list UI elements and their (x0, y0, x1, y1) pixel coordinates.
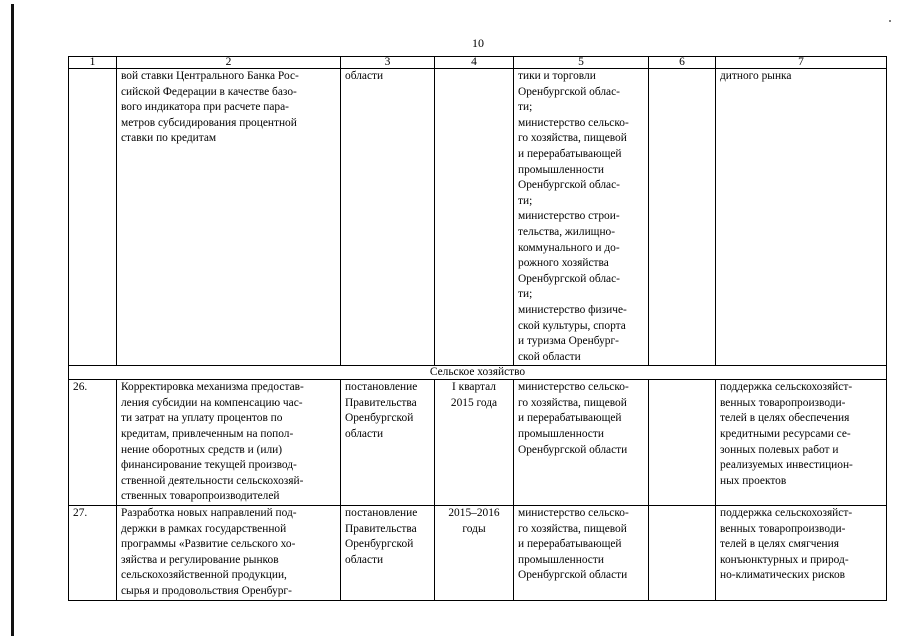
cell-text-line: Оренбургской облас- (518, 85, 620, 98)
cell-text-line: но-климатических рисков (720, 569, 846, 582)
cell-text-line: го хозяйства, пищевой (518, 132, 627, 145)
cell-text-line: постановление (345, 507, 418, 520)
document-type-cell (341, 506, 435, 601)
column-number: 2 (117, 57, 341, 69)
cell-text-line: зяйства и регулирование рынков (121, 553, 279, 566)
cell-text-line: зонных полевых работ и (720, 443, 839, 456)
row-number-cell: 27. (69, 506, 117, 601)
cell-text-line: вого индикатора при расчете пара- (121, 101, 289, 114)
cell-text-line: сырья и продовольствия Оренбург- (121, 585, 292, 597)
cell-text-line: промышленности (518, 163, 604, 176)
deadline-cell (435, 506, 514, 601)
scan-edge-bar (11, 4, 14, 636)
cell-text-line: вой ставки Центрального Банка Рос- (121, 70, 299, 82)
column-number: 4 (435, 57, 514, 69)
cell-text-line: телей в целях смягчения (720, 538, 839, 551)
cell-text-line: министерство физиче- (518, 303, 627, 316)
column-number: 3 (341, 57, 435, 69)
cell-text-line: финансирование текущей производ- (121, 459, 297, 472)
cell-text-line: области (345, 70, 384, 82)
responsible-cell (514, 506, 649, 601)
empty-cell (649, 69, 716, 366)
section-row (69, 366, 887, 380)
cell-text-line: го хозяйства, пищевой (518, 396, 627, 409)
column-number-row (69, 57, 887, 69)
cell-text-line: кредитными ресурсами се- (720, 428, 851, 441)
cell-text-line: дитного рынка (720, 70, 792, 82)
cell-text-line: ственных товаропроизводителей (121, 490, 280, 503)
cell-text-line: области (345, 428, 384, 441)
cell-text-line: поддержка сельскохозяйст- (720, 507, 853, 520)
cell-text-line: го хозяйства, пищевой (518, 522, 627, 535)
cell-text-line: ти; (518, 101, 533, 114)
cell-text-line: I квартал (452, 381, 496, 394)
cell-text-line: венных товаропроизводи- (720, 522, 846, 535)
cell-text-line: и перерабатывающей (518, 538, 622, 551)
cell-text-line: ти; (518, 194, 533, 207)
measure-cell (117, 506, 341, 601)
cell-text-line: промышленности (518, 428, 604, 441)
cell-text-line: министерство строи- (518, 210, 620, 223)
cell-text-line: и туризма Оренбург- (518, 335, 619, 348)
cell-text-line: ской области (518, 350, 581, 363)
cell-text-line: ставки по кредитам (121, 132, 217, 145)
row-number-cell (69, 69, 117, 366)
cell-text-line: венных товаропроизводи- (720, 396, 846, 409)
cell-text-line: и перерабатывающей (518, 147, 622, 160)
cell-text-line: кредитам, привлеченным на попол- (121, 428, 294, 441)
cell-text-line: рожного хозяйства (518, 257, 609, 270)
cell-text-line: ных проектов (720, 474, 787, 487)
cell-text-line: метров субсидирования процентной (121, 116, 297, 129)
cell-text-line: Оренбургской (345, 412, 414, 425)
expected-result-cell (716, 380, 887, 506)
cell-text-line: и перерабатывающей (518, 412, 622, 425)
cell-text-line: области (345, 553, 384, 566)
expected-result-cell (716, 506, 887, 601)
measure-cell (117, 380, 341, 506)
cell-text-line: ти; (518, 288, 533, 301)
expected-result-cell (716, 69, 887, 366)
cell-text-line: промышленности (518, 553, 604, 566)
deadline-cell (435, 380, 514, 506)
cell-text-line: постановление (345, 381, 418, 394)
scan-speck (889, 20, 891, 22)
column-number: 5 (514, 57, 649, 69)
row-number-cell: 26. (69, 380, 117, 506)
cell-text-line: Оренбургской облас- (518, 179, 620, 192)
table-row (69, 506, 887, 601)
cell-text-line: коммунального и до- (518, 241, 620, 254)
column-number: 1 (69, 57, 117, 69)
column-number: 7 (716, 57, 887, 69)
table-row (69, 380, 887, 506)
cell-text-line: телей в целях обеспечения (720, 412, 850, 425)
cell-text-line: тики и торговли (518, 70, 596, 82)
cell-text-line: нение оборотных средств и (или) (121, 443, 283, 456)
cell-text-line: Оренбургской области (518, 443, 628, 456)
cell-text-line: министерство сельско- (518, 507, 629, 520)
cell-text-line: держки в рамках государственной (121, 522, 287, 535)
cell-text-line: конъюнктурных и природ- (720, 553, 849, 566)
cell-text-line: министерство сельско- (518, 116, 629, 129)
cell-text-line: Оренбургской (345, 538, 414, 551)
cell-text-line: Правительства (345, 522, 417, 535)
empty-cell (649, 506, 716, 601)
cell-text-line: 2015 года (450, 396, 498, 409)
cell-text-line: ти затрат на уплату процентов по (121, 412, 283, 425)
continued-row (69, 69, 887, 366)
cell-text-line: министерство сельско- (518, 381, 629, 394)
cell-text-line: 2015–2016 (448, 507, 500, 520)
cell-text-line: реализуемых инвестицион- (720, 459, 853, 472)
cell-text-line: Разработка новых направлений под- (121, 507, 297, 520)
section-title: Сельское хозяйство (69, 366, 887, 380)
cell-text-line: поддержка сельскохозяйст- (720, 381, 853, 394)
document-table (68, 56, 887, 601)
cell-text-line: Оренбургской области (518, 569, 628, 582)
cell-text-line: ской культуры, спорта (518, 319, 626, 332)
empty-cell (649, 380, 716, 506)
deadline-cell (435, 69, 514, 366)
cell-text-line: ления субсидии на компенсацию час- (121, 396, 303, 409)
document-type-cell (341, 380, 435, 506)
cell-text-line: годы (462, 522, 486, 535)
cell-text-line: ственной деятельности сельскохозяй- (121, 474, 304, 487)
responsible-cell (514, 69, 649, 366)
cell-text-line: сельскохозяйственной продукции, (121, 569, 287, 582)
cell-text-line: программы «Развитие сельского хо- (121, 538, 296, 551)
cell-text-line: Правительства (345, 396, 417, 409)
cell-text-line: Оренбургской облас- (518, 272, 620, 285)
cell-text-line: тельства, жилищно- (518, 225, 616, 238)
document-type-cell (341, 69, 435, 366)
column-number: 6 (649, 57, 716, 69)
page-number: 10 (472, 36, 484, 50)
measure-cell (117, 69, 341, 366)
responsible-cell (514, 380, 649, 506)
cell-text-line: сийской Федерации в качестве базо- (121, 85, 297, 98)
cell-text-line: Корректировка механизма предостав- (121, 381, 304, 394)
